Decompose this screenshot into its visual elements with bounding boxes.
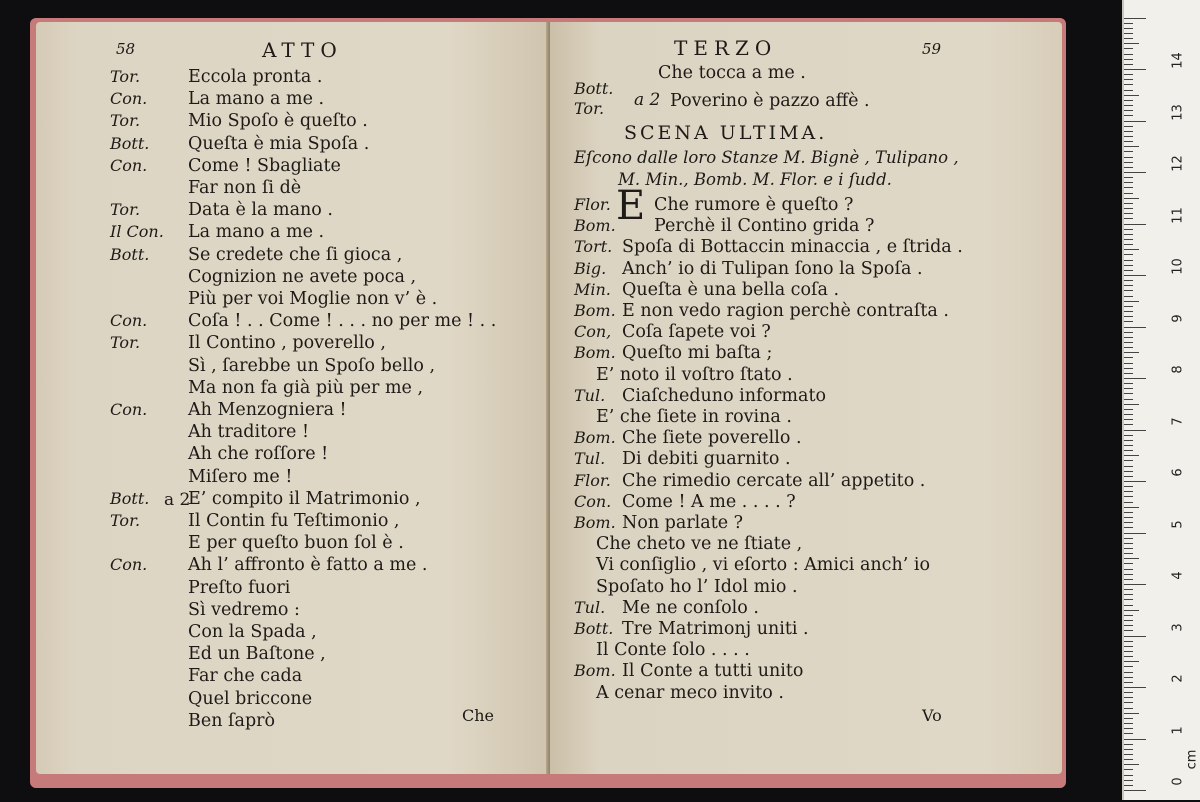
verse-line: Coſa ! . . Come ! . . . no per me ! . . (188, 311, 497, 331)
ruler-tick (1124, 610, 1139, 611)
ruler-tick (1124, 677, 1133, 678)
verse-line: Il Conte a tutti unito (622, 661, 804, 681)
ruler-tick (1124, 388, 1133, 389)
ruler-tick (1124, 471, 1133, 472)
verse-line: Ben ſaprò (188, 711, 276, 731)
speaker-label: Bott. (574, 619, 614, 638)
verse-line: Queſto mi baſta ; (622, 343, 773, 363)
ruler-tick (1124, 708, 1133, 709)
verse-line: Che rumore è queſto ? (654, 195, 854, 215)
speaker-label: Bom. (574, 343, 616, 362)
left-page (36, 22, 550, 774)
ruler-tick (1124, 548, 1133, 549)
measurement-ruler (1122, 0, 1200, 800)
ruler-tick (1124, 368, 1133, 369)
ruler-tick (1124, 352, 1139, 353)
ruler-tick (1124, 419, 1133, 420)
ruler-tick (1124, 744, 1133, 745)
speaker-label: Tor. (110, 67, 141, 86)
verse-line: La mano a me . (188, 89, 325, 109)
ruler-tick (1124, 455, 1139, 456)
ruler-tick (1124, 280, 1133, 281)
ruler-tick (1124, 38, 1133, 39)
verse-line: Far non ſi dè (188, 178, 302, 198)
verse-line: E’ compito il Matrimonio , (188, 489, 421, 509)
ruler-tick (1124, 404, 1139, 405)
verse-line: Ah Menzogniera ! (188, 400, 347, 420)
ruler-tick (1124, 33, 1133, 34)
verse-line: Quel briccone (188, 689, 313, 709)
ruler-number: 2 (1170, 674, 1186, 683)
ruler-tick (1124, 713, 1139, 714)
ruler-tick (1124, 193, 1133, 194)
ruler-tick (1124, 141, 1133, 142)
speaker-label: Bott. (110, 245, 150, 264)
ruler-tick (1124, 661, 1139, 662)
ruler-tick (1124, 553, 1133, 554)
ruler-tick (1124, 775, 1133, 776)
speaker-label: Bom. (574, 216, 616, 235)
first-line: Che tocca a me . (658, 63, 806, 83)
verse-line: Tre Matrimonj uniti . (622, 619, 809, 639)
ruler-tick (1124, 393, 1133, 394)
speaker-label: Flor. (574, 471, 611, 490)
ruler-tick (1124, 666, 1133, 667)
ruler-tick (1124, 486, 1133, 487)
verse-line: Coſa ſapete voi ? (622, 322, 771, 342)
ruler-tick (1124, 203, 1133, 204)
ruler-tick (1124, 636, 1146, 637)
right-page (550, 22, 1062, 774)
catchword-left: Che (462, 706, 495, 725)
verse-line: E’ noto il voſtro ſtato . (596, 365, 793, 385)
verse-line: Più per voi Moglie non v’ è . (188, 289, 438, 309)
ruler-tick (1124, 605, 1133, 606)
verse-line: Spoſato ho l’ Idol mio . (596, 577, 798, 597)
running-head-right: TERZO (674, 36, 778, 60)
ruler-number: 0 (1170, 777, 1186, 786)
ruler-tick (1124, 306, 1133, 307)
ruler-tick (1124, 254, 1133, 255)
ruler-tick (1124, 584, 1146, 585)
ruler-tick (1124, 651, 1133, 652)
ruler-tick (1124, 641, 1133, 642)
ruler-tick (1124, 491, 1133, 492)
ruler-tick (1124, 69, 1146, 70)
ruler-tick (1124, 64, 1133, 65)
verse-line: Eccola pronta . (188, 67, 323, 87)
ruler-tick (1124, 198, 1139, 199)
verse-line: La mano a me . (188, 222, 325, 242)
ruler-tick (1124, 476, 1133, 477)
speaker-label: Bom. (574, 661, 616, 680)
ruler-tick (1124, 177, 1133, 178)
ruler-tick (1124, 131, 1133, 132)
a2-mark-right: a 2 (634, 90, 661, 110)
ruler-tick (1124, 244, 1133, 245)
verse-line: Perchè il Contino grida ? (654, 216, 875, 236)
verse-line: Anch’ io di Tulipan ſono la Spoſa . (622, 259, 923, 279)
ruler-tick (1124, 450, 1133, 451)
ruler-tick (1124, 182, 1133, 183)
ruler-number: 10 (1170, 258, 1186, 275)
ruler-tick (1124, 754, 1133, 755)
verse-line: Queſta è una bella coſa . (622, 280, 840, 300)
ruler-tick (1124, 151, 1133, 152)
ruler-tick (1124, 430, 1146, 431)
ruler-tick (1124, 357, 1133, 358)
ruler-tick (1124, 74, 1133, 75)
speaker-label: Bott. (110, 489, 150, 508)
verse-line: Spoſa di Bottaccin minaccia , e ſtrida . (622, 237, 963, 257)
ruler-tick (1124, 311, 1133, 312)
ruler-number: 1 (1170, 725, 1186, 735)
ruler-number: 7 (1170, 416, 1186, 426)
ruler-tick (1124, 687, 1146, 688)
verse-line: A cenar meco invito . (596, 683, 784, 703)
duet-speaker-1: Bott. (574, 79, 614, 98)
ruler-tick (1124, 764, 1139, 765)
ruler-tick (1124, 435, 1133, 436)
ruler-tick (1124, 718, 1133, 719)
ruler-tick (1124, 342, 1133, 343)
verse-line: Se credete che ſi gioca , (188, 245, 403, 265)
ruler-tick (1124, 656, 1133, 657)
verse-line: Di debiti guarnito . (622, 449, 791, 469)
ruler-number: 6 (1170, 468, 1186, 477)
catchword-right: Vo (922, 706, 942, 725)
verse-line: Non parlate ? (622, 513, 744, 533)
ruler-tick (1124, 749, 1133, 750)
ruler-number: 14 (1170, 52, 1186, 69)
verse-line: Il Conte ſolo . . . . (596, 640, 750, 660)
ruler-tick (1124, 126, 1133, 127)
duet-speaker-2: Tor. (574, 99, 605, 118)
ruler-tick (1124, 327, 1146, 328)
ruler-tick (1124, 229, 1133, 230)
page-number-right: 59 (922, 40, 942, 58)
speaker-label: Il Con. (110, 222, 164, 241)
ruler-tick (1124, 692, 1133, 693)
ruler-tick (1124, 496, 1133, 497)
verse-line: Cognizion ne avete poca , (188, 267, 417, 287)
ruler-tick (1124, 218, 1133, 219)
a2-mark-left: a 2 (164, 490, 191, 510)
verse-line: E per queſto buon ſol è . (188, 533, 404, 553)
ruler-tick (1124, 502, 1133, 503)
ruler-number: 8 (1170, 365, 1186, 374)
ruler-tick (1124, 290, 1133, 291)
ruler-number: 5 (1170, 519, 1186, 529)
verse-line: Il Contino , poverello , (188, 333, 386, 353)
ruler-tick (1124, 301, 1139, 302)
ruler-tick (1124, 18, 1146, 19)
ruler-tick (1124, 115, 1133, 116)
verse-line: Sì , ſarebbe un Spoſo bello , (188, 356, 436, 376)
speaker-label: Tor. (110, 333, 141, 352)
ruler-tick (1124, 574, 1133, 575)
ruler-tick (1124, 162, 1133, 163)
ruler-unit-label: cm (1184, 749, 1200, 770)
ruler-tick (1124, 460, 1133, 461)
ruler-tick (1124, 383, 1133, 384)
ruler-tick (1124, 224, 1146, 225)
ruler-tick (1124, 23, 1133, 24)
ruler-tick (1124, 105, 1133, 106)
verse-line: Data è la mano . (188, 200, 333, 220)
ruler-tick (1124, 321, 1133, 322)
ruler-tick (1124, 785, 1133, 786)
speaker-label: Con. (110, 400, 148, 419)
ruler-tick (1124, 702, 1133, 703)
speaker-label: Con. (574, 492, 612, 511)
verse-line: Mio Spoſo è queſto . (188, 111, 368, 131)
duet-line: Poverino è pazzo affè . (670, 91, 870, 111)
ruler-tick (1124, 48, 1133, 49)
ruler-tick (1124, 347, 1133, 348)
verse-line: Che cheto ve ne ſtiate , (596, 534, 803, 554)
ruler-tick (1124, 527, 1133, 528)
page-number-left: 58 (116, 40, 136, 58)
ruler-tick (1124, 316, 1133, 317)
ruler-tick (1124, 332, 1133, 333)
speaker-label: Flor. (574, 195, 611, 214)
ruler-tick (1124, 84, 1133, 85)
ruler-tick (1124, 769, 1133, 770)
ruler-tick (1124, 507, 1139, 508)
speaker-label: Con. (110, 555, 148, 574)
ruler-tick (1124, 440, 1133, 441)
speaker-label: Tul. (574, 598, 606, 617)
ruler-tick (1124, 697, 1133, 698)
verse-line: Ah l’ affronto è fatto a me . (188, 555, 428, 575)
verse-line: Sì vedremo : (188, 600, 300, 620)
ruler-tick (1124, 43, 1139, 44)
speaker-label: Tor. (110, 111, 141, 130)
ruler-tick (1124, 239, 1133, 240)
verse-line: Il Contin fu Teſtimonio , (188, 511, 400, 531)
ruler-tick (1124, 90, 1133, 91)
ruler-tick (1124, 543, 1133, 544)
speaker-label: Tor. (110, 511, 141, 530)
ruler-tick (1124, 187, 1133, 188)
ruler-tick (1124, 249, 1139, 250)
ruler-tick (1124, 780, 1133, 781)
ruler-tick (1124, 59, 1133, 60)
verse-line: Come ! A me . . . . ? (622, 492, 796, 512)
ruler-number: 12 (1170, 155, 1186, 172)
drop-cap: E (616, 183, 646, 229)
speaker-label: Con. (110, 156, 148, 175)
verse-line: E’ che ſiete in rovina . (596, 407, 792, 427)
ruler-number: 3 (1170, 622, 1186, 632)
speaker-label: Con. (110, 89, 148, 108)
verse-line: Ma non fa già più per me , (188, 378, 424, 398)
verse-line: Vi conſiglio , vi eſorto : Amici anch’ io (596, 555, 930, 575)
ruler-tick (1124, 646, 1133, 647)
verse-line: Far che cada (188, 666, 303, 686)
ruler-tick (1124, 538, 1133, 539)
ruler-tick (1124, 728, 1133, 729)
ruler-tick (1124, 296, 1133, 297)
ruler-tick (1124, 167, 1133, 168)
ruler-tick (1124, 563, 1133, 564)
speaker-label: Bom. (574, 428, 616, 447)
verse-line: Preſto fuori (188, 578, 291, 598)
ruler-tick (1124, 363, 1133, 364)
ruler-tick (1124, 512, 1133, 513)
speaker-label: Big. (574, 259, 607, 278)
ruler-tick (1124, 121, 1146, 122)
ruler-tick (1124, 414, 1133, 415)
ruler-tick (1124, 599, 1133, 600)
verse-line: Ed un Baſtone , (188, 644, 326, 664)
verse-line: Me ne conſolo . (622, 598, 759, 618)
verse-line: Come ! Sbagliate (188, 156, 341, 176)
ruler-tick (1124, 409, 1133, 410)
ruler-tick (1124, 522, 1133, 523)
ruler-tick (1124, 95, 1139, 96)
ruler-tick (1124, 234, 1133, 235)
ruler-number: 4 (1170, 571, 1186, 580)
ruler-number: 13 (1170, 103, 1186, 121)
speaker-label: Con. (110, 311, 148, 330)
ruler-tick (1124, 275, 1146, 276)
verse-line: E non vedo ragion perchè contraſta . (622, 301, 949, 321)
ruler-tick (1124, 285, 1133, 286)
ruler-tick (1124, 79, 1133, 80)
ruler-tick (1124, 378, 1146, 379)
speaker-label: Bom. (574, 513, 616, 532)
speaker-label: Con, (574, 322, 612, 341)
ruler-tick (1124, 399, 1133, 400)
speaker-label: Bott. (110, 134, 150, 153)
speaker-label: Tort. (574, 237, 613, 256)
speaker-label: Tul. (574, 386, 606, 405)
ruler-tick (1124, 589, 1133, 590)
ruler-tick (1124, 466, 1133, 467)
verse-line: Con la Spada , (188, 622, 317, 642)
ruler-tick (1124, 620, 1133, 621)
speaker-label: Bom. (574, 301, 616, 320)
running-head-left: ATTO (262, 38, 343, 62)
ruler-tick (1124, 208, 1133, 209)
ruler-tick (1124, 533, 1146, 534)
verse-line: Ah che roſſore ! (188, 444, 329, 464)
ruler-tick (1124, 558, 1139, 559)
ruler-tick (1124, 54, 1133, 55)
ruler-tick (1124, 213, 1133, 214)
ruler-tick (1124, 424, 1133, 425)
ruler-tick (1124, 28, 1133, 29)
ruler-tick (1124, 265, 1133, 266)
ruler-tick (1124, 445, 1133, 446)
ruler-tick (1124, 517, 1133, 518)
verse-line: Ciaſcheduno informato (622, 386, 827, 406)
ruler-tick (1124, 594, 1133, 595)
ruler-tick (1124, 260, 1133, 261)
ruler-tick (1124, 337, 1133, 338)
verse-line: Queſta è mia Spoſa . (188, 134, 370, 154)
ruler-tick (1124, 270, 1133, 271)
ruler-tick (1124, 682, 1133, 683)
speaker-label: Tul. (574, 449, 606, 468)
scene-title: SCENA ULTIMA. (624, 122, 828, 144)
ruler-number: 9 (1170, 313, 1186, 323)
stage-direction-1: Eſcono dalle loro Stanze M. Bignè , Tulipano , (574, 148, 959, 167)
ruler-tick (1124, 110, 1133, 111)
ruler-tick (1124, 759, 1133, 760)
speaker-label: Tor. (110, 200, 141, 219)
ruler-tick (1124, 625, 1133, 626)
ruler-tick (1124, 157, 1133, 158)
speaker-label: Min. (574, 280, 611, 299)
verse-line: Che rimedio cercate all’ appetito . (622, 471, 926, 491)
ruler-tick (1124, 790, 1146, 791)
ruler-tick (1124, 172, 1146, 173)
ruler-tick (1124, 739, 1146, 740)
verse-line: Miſero me ! (188, 467, 293, 487)
stage-direction-2: M. Min., Bomb. M. Flor. e i ſudd. (618, 170, 892, 189)
ruler-tick (1124, 672, 1133, 673)
verse-line: Che ſiete poverello . (622, 428, 802, 448)
ruler-tick (1124, 630, 1133, 631)
ruler-tick (1124, 481, 1146, 482)
ruler-number: 11 (1170, 206, 1186, 224)
ruler-tick (1124, 569, 1133, 570)
ruler-tick (1124, 136, 1133, 137)
ruler-tick (1124, 146, 1139, 147)
ruler-tick (1124, 615, 1133, 616)
ruler-tick (1124, 373, 1133, 374)
ruler-tick (1124, 579, 1133, 580)
ruler-tick (1124, 100, 1133, 101)
ruler-tick (1124, 723, 1133, 724)
verse-line: Ah traditore ! (188, 422, 309, 442)
ruler-tick (1124, 733, 1133, 734)
